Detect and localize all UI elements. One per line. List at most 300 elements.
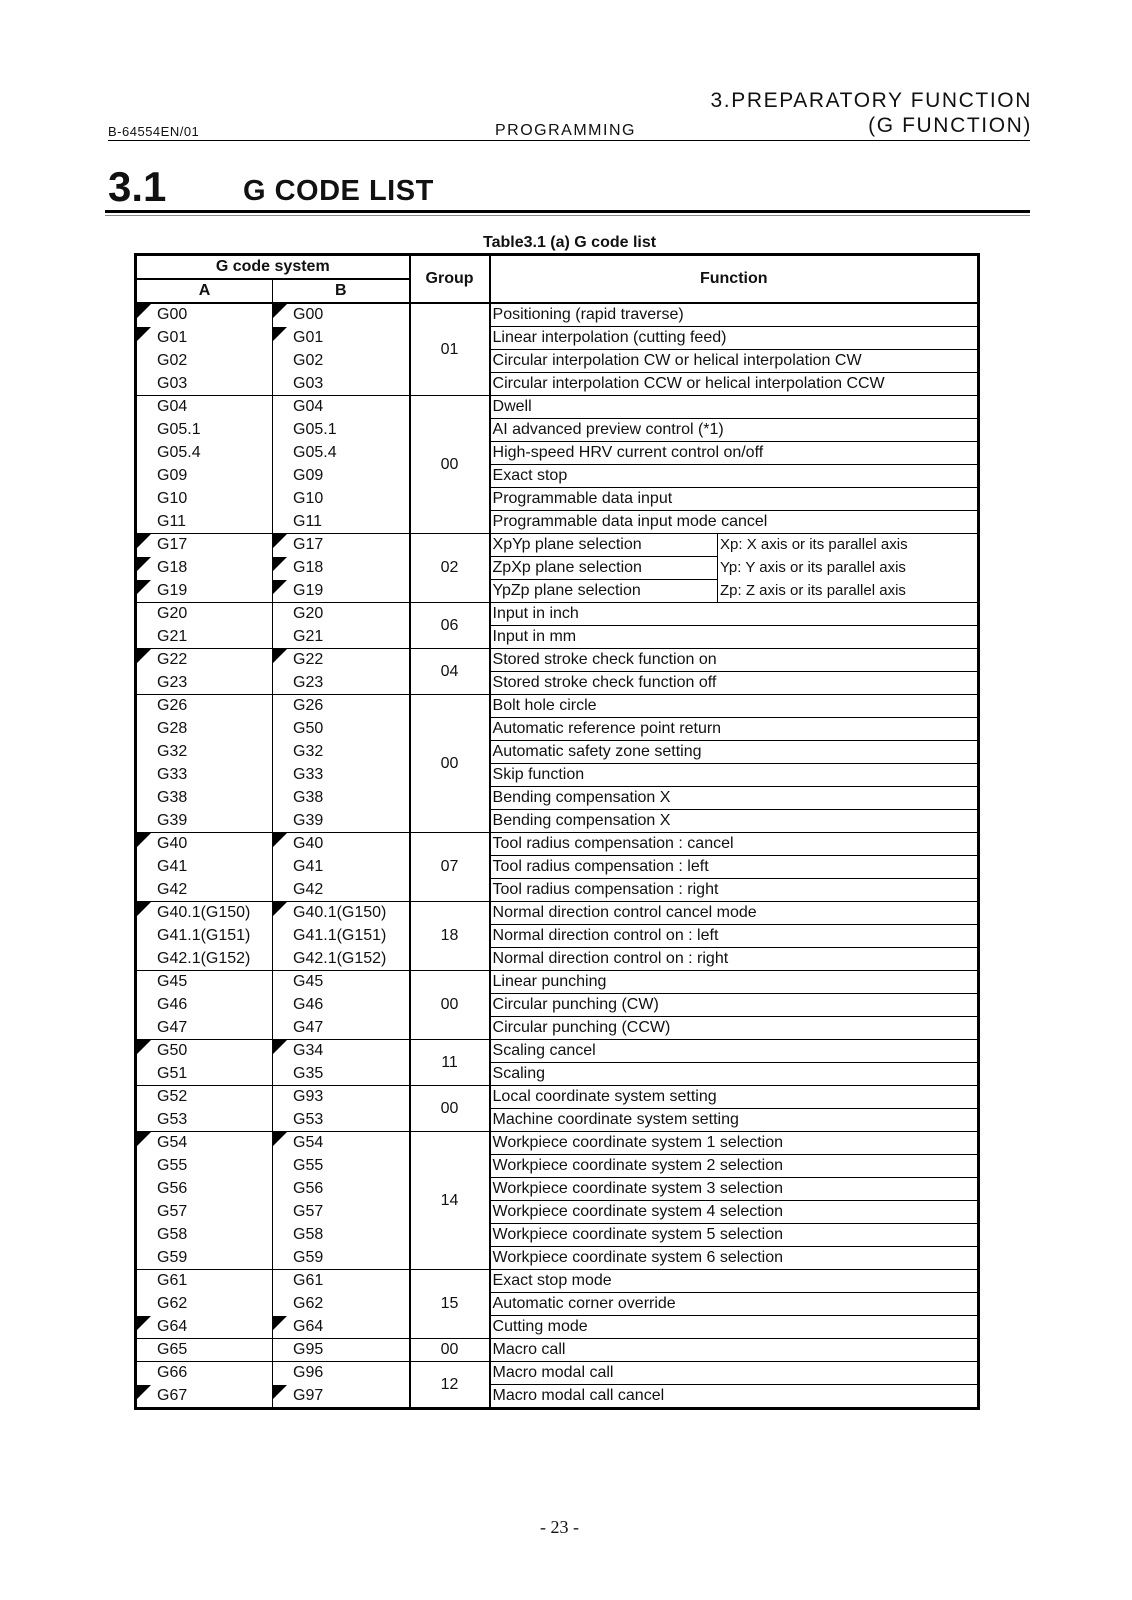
g-code-b [273,787,410,810]
default-mark-icon [137,833,151,847]
g-code-b-text: G19 [293,581,324,599]
table-row [136,373,979,396]
function-text [490,902,979,925]
table-row [136,580,979,603]
g-code-b-text: G23 [293,673,324,691]
g-code-a [136,1063,273,1086]
table-row [136,465,979,488]
default-mark-icon [273,1132,287,1146]
g-code-b-text: G04 [293,398,324,416]
function-text [490,327,979,350]
function-text-text: Exact stop mode [492,1272,612,1289]
group-number-text: 00 [440,1099,459,1117]
table-row [136,810,979,833]
function-text-text: Workpiece coordinate system 5 selection [492,1226,784,1243]
g-code-a-text: G20 [157,605,188,623]
g-code-b [273,1293,410,1316]
function-text [490,1224,979,1247]
g-code-b-text: G64 [293,1317,324,1335]
header-system-a: A [136,279,273,303]
page-number: - 23 - [540,1517,579,1537]
g-code-b [273,879,410,902]
g-code-b-text: G33 [293,766,324,783]
function-text [490,1132,979,1155]
g-code-b [273,1155,410,1178]
function-text [490,557,718,580]
function-text-text: Macro call [492,1341,566,1358]
g-code-b-text: G00 [293,306,324,324]
group-number [410,1362,490,1409]
document-number: B-64554EN/01 [108,124,200,139]
g-code-a [136,695,273,718]
g-code-b [273,350,410,373]
g-code-table [134,253,980,1410]
group-number-text: 15 [440,1295,459,1312]
g-code-b [273,327,410,350]
function-text [490,511,979,534]
g-code-a [136,948,273,971]
g-code-b [273,741,410,764]
function-text-text: Input in inch [492,605,579,622]
g-code-b-text: G38 [293,789,324,806]
default-mark-icon [137,1132,151,1146]
function-text [490,373,979,396]
g-code-b-text: G10 [293,490,324,507]
function-text-text: Circular punching (CW) [492,996,659,1013]
default-mark-icon [137,580,151,594]
g-code-a [136,511,273,534]
g-code-b-text: G22 [293,651,324,669]
g-code-a [136,1178,273,1201]
function-text [490,833,979,856]
table-row [136,1040,979,1063]
table-row [136,534,979,557]
g-code-b-text: G09 [293,467,324,484]
function-text-text: AI advanced preview control (*1) [492,421,724,438]
g-code-b [273,1040,410,1063]
g-code-b [273,373,410,396]
function-text [490,810,979,833]
g-code-b-text: G97 [293,1386,324,1404]
g-code-b [273,1385,410,1409]
table-row [136,303,979,327]
group-number-text: 00 [440,1341,459,1358]
g-code-a-text: G39 [157,811,188,829]
function-text [490,879,979,902]
g-code-b-text: G50 [293,720,324,737]
function-text-text: Linear punching [492,973,607,990]
function-text [490,695,979,718]
g-code-a-text: G42 [157,880,188,898]
g-code-a-text: G53 [157,1110,188,1128]
group-number [410,396,490,534]
group-number [410,695,490,833]
function-text-text: Bending compensation X [492,812,671,829]
g-code-a [136,1362,273,1385]
g-code-b [273,557,410,580]
g-code-a [136,442,273,465]
group-number [410,833,490,902]
g-code-b [273,603,410,626]
g-code-b-text: G62 [293,1295,324,1312]
default-mark-icon [273,833,287,847]
g-code-a [136,465,273,488]
group-number [410,971,490,1040]
g-code-a [136,557,273,580]
g-code-a-text: G57 [157,1203,188,1220]
g-code-a-text: G05.1 [157,421,201,438]
axis-note [718,534,979,557]
function-text-text: Tool radius compensation : right [492,881,719,898]
g-code-a-text: G59 [157,1248,188,1266]
default-mark-icon [273,327,287,341]
g-code-b-text: G41.1(G151) [293,927,387,944]
group-number-text: 00 [440,455,459,473]
function-text [490,764,979,787]
section-rule [105,210,1030,213]
g-code-a-text: G41 [157,858,188,875]
function-text-text: Workpiece coordinate system 1 selection [492,1134,784,1151]
table-row [136,442,979,465]
g-code-a-text: G03 [157,374,188,392]
group-number-text: 06 [440,616,459,634]
function-text-text: Circular punching (CCW) [492,1019,671,1036]
group-number-text: 07 [440,858,459,875]
g-code-b [273,810,410,833]
g-code-b [273,1017,410,1040]
default-mark-icon [273,1385,287,1399]
g-code-a [136,1224,273,1247]
group-number [410,303,490,396]
g-code-b-text: G26 [293,697,324,715]
g-code-a-text: G47 [157,1018,188,1036]
axis-note-text: Yp: Y axis or its parallel axis [720,558,906,576]
g-code-a-text: G51 [157,1064,188,1082]
function-text-text: Scaling [492,1065,545,1082]
g-code-b [273,948,410,971]
default-mark-icon [137,557,151,571]
default-mark-icon [273,1316,287,1330]
section-number: 3.1 [108,163,167,210]
g-code-b [273,534,410,557]
g-code-b-text: G54 [293,1134,324,1152]
group-number [410,1132,490,1270]
function-text-text: Machine coordinate system setting [492,1111,739,1128]
g-code-a-text: G05.4 [157,444,201,461]
g-code-a-text: G62 [157,1295,188,1312]
function-text-text: XpYp plane selection [492,536,642,553]
group-number [410,1040,490,1086]
function-text [490,303,979,327]
g-code-a [136,1132,273,1155]
function-text-text: Workpiece coordinate system 4 selection [492,1203,784,1220]
table-row [136,902,979,925]
group-number-text: 12 [440,1375,459,1393]
g-code-a [136,350,273,373]
group-number-text: 11 [441,1053,458,1071]
g-code-b [273,1270,410,1293]
function-text [490,856,979,879]
table-row [136,1293,979,1316]
group-number-text: 00 [440,996,459,1013]
table-row [136,994,979,1017]
g-code-b-text: G53 [293,1110,324,1128]
g-code-b-text: G11 [293,512,323,530]
function-text [490,1293,979,1316]
g-code-b [273,718,410,741]
g-code-b [273,672,410,695]
g-code-b-text: G03 [293,374,324,392]
g-code-a [136,902,273,925]
function-text-text: Normal direction control on : left [492,927,719,944]
g-code-a-text: G19 [157,581,188,599]
table-row [136,764,979,787]
g-code-b-text: G01 [293,329,324,346]
table-row [136,603,979,626]
g-code-a [136,1017,273,1040]
g-code-a-text: G56 [157,1180,188,1197]
g-code-b [273,649,410,672]
group-number-text: 02 [440,559,459,576]
default-mark-icon [273,902,287,916]
g-code-b [273,971,410,994]
group-number [410,1086,490,1132]
g-code-a-text: G04 [157,398,188,416]
function-text [490,1178,979,1201]
g-code-b-text: G05.4 [293,444,337,461]
function-text [490,1247,979,1270]
g-code-a [136,741,273,764]
function-text-text: Bolt hole circle [492,697,597,714]
table-row [136,833,979,856]
function-text [490,994,979,1017]
function-text [490,1385,979,1409]
function-text [490,488,979,511]
g-code-b-text: G35 [293,1064,324,1082]
function-text-text: Automatic safety zone setting [492,743,702,760]
g-code-a-text: G10 [157,490,188,507]
table-row [136,649,979,672]
table-row [136,1063,979,1086]
section-rule-thin [105,215,1030,216]
g-code-a-text: G46 [157,996,188,1013]
function-text-text: Positioning (rapid traverse) [492,306,684,323]
default-mark-icon [137,327,151,341]
g-code-a [136,672,273,695]
table-row [136,925,979,948]
g-code-a [136,787,273,810]
group-number-text: 14 [440,1191,459,1209]
function-text [490,1017,979,1040]
g-code-a-text: G54 [157,1134,188,1152]
g-code-a [136,626,273,649]
g-code-b [273,1247,410,1270]
g-code-a [136,1155,273,1178]
g-code-a [136,303,273,327]
g-code-a-text: G28 [157,720,188,737]
g-code-b [273,994,410,1017]
g-code-b-text: G32 [293,743,324,760]
g-code-b-text: G17 [293,536,324,554]
function-text [490,787,979,810]
g-code-b [273,856,410,879]
default-mark-icon [137,649,151,663]
g-code-b-text: G40 [293,835,324,853]
table-row [136,1155,979,1178]
table-row [136,1247,979,1270]
g-code-a-text: G61 [157,1272,188,1290]
g-code-a-text: G33 [157,766,188,783]
g-code-a [136,1293,273,1316]
function-text-text: Workpiece coordinate system 2 selection [492,1157,784,1174]
g-code-b [273,925,410,948]
table-row [136,1017,979,1040]
g-code-a-text: G52 [157,1088,188,1106]
g-code-a [136,994,273,1017]
axis-note-text: Xp: X axis or its parallel axis [720,536,908,553]
default-mark-icon [273,580,287,594]
group-number [410,649,490,695]
g-code-b [273,1178,410,1201]
table-row [136,695,979,718]
g-code-a-text: G21 [157,627,188,645]
function-text [490,649,979,672]
function-text-text: Programmable data input [492,490,673,507]
table-row [136,557,979,580]
function-text [490,1316,979,1339]
function-text [490,1063,979,1086]
table-row [136,1339,979,1362]
function-text-text: Programmable data input mode cancel [492,513,768,530]
g-code-b [273,1063,410,1086]
section-title: G CODE LIST [243,175,434,207]
g-code-b-text: G93 [293,1088,324,1106]
g-code-b [273,626,410,649]
g-code-a-text: G22 [157,651,188,669]
group-number-text: 18 [440,927,459,944]
g-code-a [136,810,273,833]
table-row [136,1224,979,1247]
function-text [490,741,979,764]
g-code-b-text: G05.1 [293,421,337,438]
g-code-b [273,1201,410,1224]
g-code-a-text: G64 [157,1317,188,1335]
g-code-b [273,1339,410,1362]
g-code-a [136,649,273,672]
header-group: Group [410,255,490,304]
function-text-text: Workpiece coordinate system 6 selection [492,1249,784,1266]
default-mark-icon [273,534,287,548]
table-row [136,787,979,810]
group-number-text: 04 [440,662,459,680]
function-text-text: Skip function [492,766,585,783]
g-code-b [273,442,410,465]
table-row [136,488,979,511]
group-number-text: 00 [440,754,459,772]
table-row [136,1178,979,1201]
table-row [136,419,979,442]
function-text [490,1109,979,1132]
g-code-a-text: G42.1(G152) [157,949,251,967]
g-code-b-text: G45 [293,973,324,991]
g-code-a [136,1201,273,1224]
g-code-b-text: G55 [293,1157,324,1174]
g-code-b [273,1086,410,1109]
g-code-a-text: G09 [157,467,188,484]
g-code-a-text: G65 [157,1341,188,1358]
g-code-a [136,419,273,442]
g-code-b [273,695,410,718]
g-code-a-text: G11 [157,512,187,530]
function-text [490,672,979,695]
g-code-a-text: G66 [157,1364,188,1382]
g-code-b-text: G42 [293,880,324,898]
function-text-text: Tool radius compensation : cancel [492,835,734,852]
function-text-text: Circular interpolation CW or helical interpolation CW [492,352,862,369]
table-row [136,1385,979,1409]
g-code-a [136,833,273,856]
function-text [490,580,718,603]
g-code-a-text: G18 [157,559,188,576]
default-mark-icon [137,534,151,548]
g-code-b [273,833,410,856]
g-code-a [136,373,273,396]
function-text-text: Automatic corner override [492,1295,676,1312]
axis-note-text: Zp: Z axis or its parallel axis [720,581,906,599]
g-code-b-text: G21 [293,627,324,645]
table-row [136,718,979,741]
group-number [410,534,490,603]
g-code-a [136,1086,273,1109]
function-text [490,925,979,948]
g-code-a [136,856,273,879]
function-text-text: Normal direction control on : right [492,950,729,967]
table-row [136,879,979,902]
chapter-title-line2: (G FUNCTION) [868,114,1032,137]
table-row [136,971,979,994]
g-code-b-text: G42.1(G152) [293,949,387,967]
table-row [136,327,979,350]
function-text-text: Automatic reference point return [492,720,722,737]
table-row [136,511,979,534]
g-code-b-text: G59 [293,1248,324,1266]
g-code-a [136,971,273,994]
running-header: PROGRAMMING [495,122,636,139]
function-text-text: Macro modal call cancel [492,1387,665,1404]
g-code-b-text: G96 [293,1364,324,1382]
function-text-text: Dwell [492,398,532,415]
table-row [136,1316,979,1339]
function-text-text: Scaling cancel [492,1042,596,1059]
function-text-text: Bending compensation X [492,789,671,806]
function-text [490,626,979,649]
table-row [136,1201,979,1224]
g-code-a [136,1339,273,1362]
g-code-a-text: G23 [157,673,188,691]
group-number [410,1339,490,1362]
table-row [136,1086,979,1109]
function-text [490,948,979,971]
axis-note [718,557,979,580]
g-code-a-text: G40.1(G150) [157,904,251,922]
default-mark-icon [137,1385,151,1399]
function-text [490,1201,979,1224]
g-code-b-text: G95 [293,1341,324,1358]
default-mark-icon [137,1316,151,1330]
function-text-text: Normal direction control cancel mode [492,904,757,921]
group-number [410,603,490,649]
function-text [490,1155,979,1178]
